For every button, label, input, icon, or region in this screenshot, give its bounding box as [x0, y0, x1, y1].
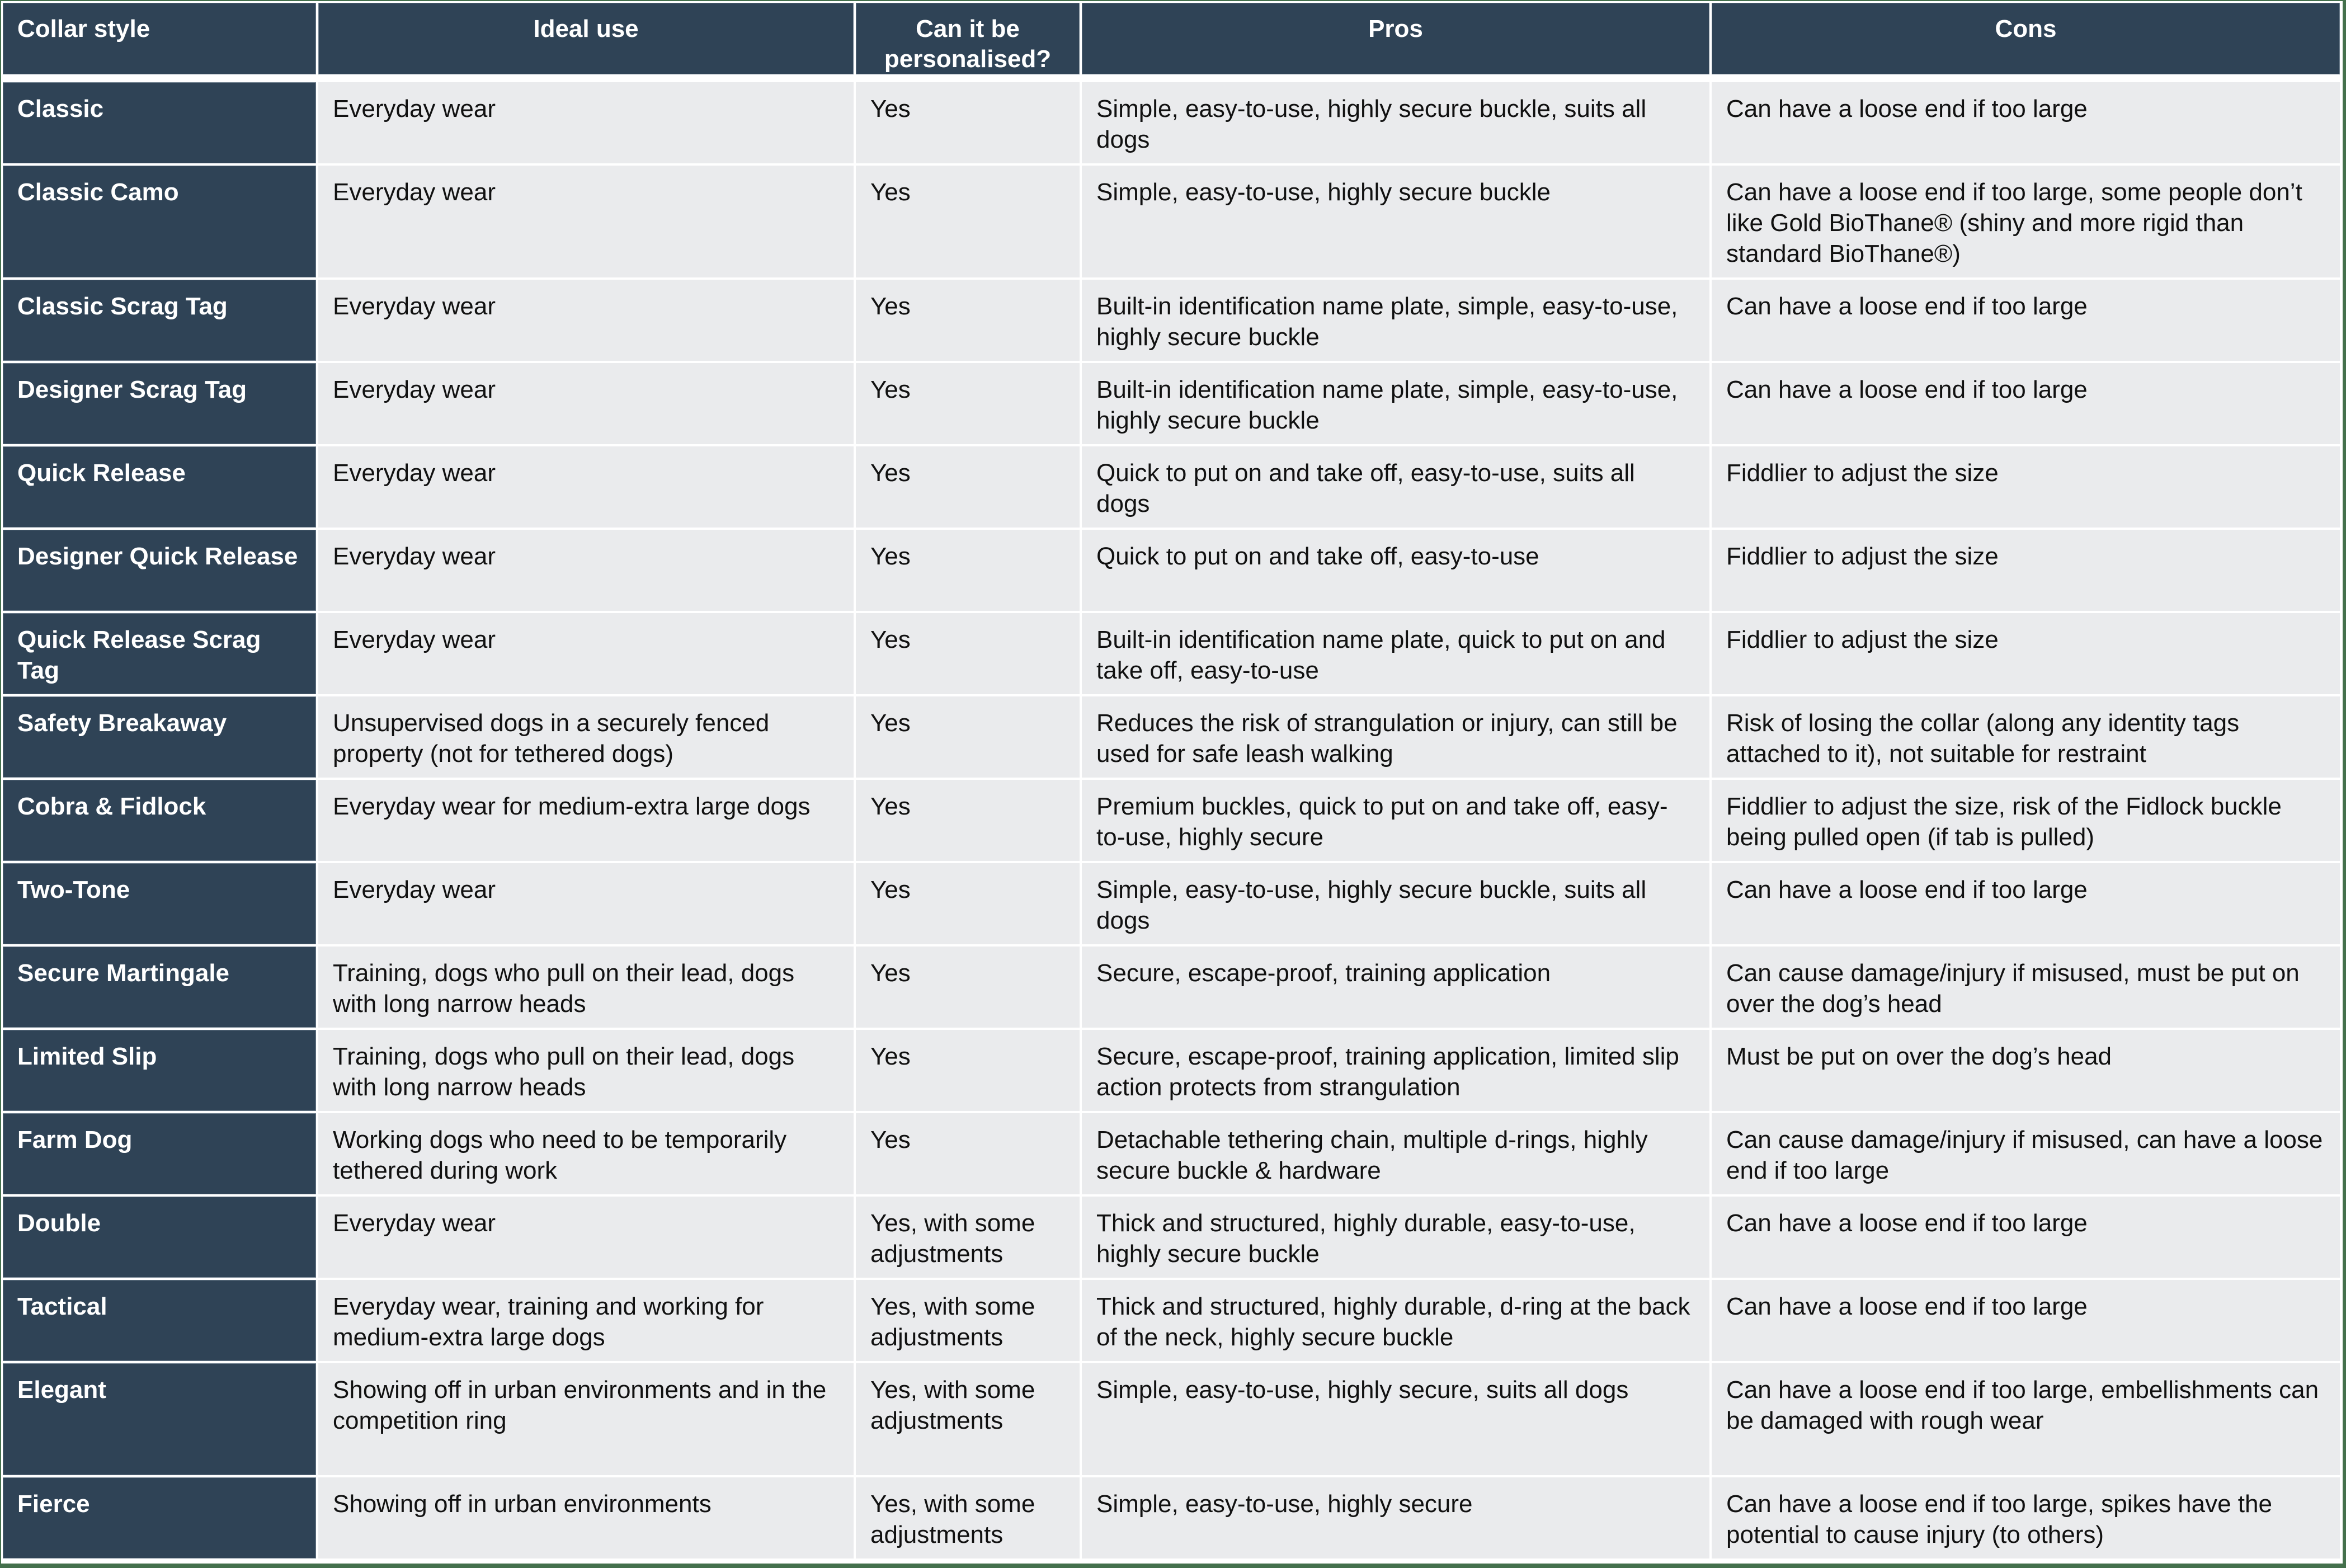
collar-style: Cobra & Fidlock [3, 780, 316, 861]
ideal-use: Everyday wear [318, 446, 854, 528]
table-row [3, 1113, 2340, 1194]
cons: Fiddlier to adjust the size [1712, 530, 2340, 611]
pros: Simple, easy-to-use, highly secure [1082, 1477, 1709, 1558]
cons: Can cause damage/injury if misused, can have a loose end if too large [1712, 1113, 2340, 1194]
collar-style: Limited Slip [3, 1030, 316, 1111]
table-row [3, 1197, 2340, 1278]
ideal-use: Everyday wear for medium-extra large dogs [318, 780, 854, 861]
cons: Can have a loose end if too large [1712, 363, 2340, 444]
personalised: Yes [856, 530, 1080, 611]
ideal-use: Training, dogs who pull on their lead, dogs with long narrow heads [318, 1030, 854, 1111]
cons: Can have a loose end if too large [1712, 1280, 2340, 1361]
header-collar-style: Collar style [3, 3, 316, 74]
table-row [3, 696, 2340, 778]
personalised: Yes, with some adjustments [856, 1477, 1080, 1558]
ideal-use: Everyday wear [318, 1197, 854, 1278]
pros: Thick and structured, highly durable, d-ring at the back of the neck, highly secure buckle [1082, 1280, 1709, 1361]
personalised: Yes [856, 363, 1080, 444]
header-row [3, 3, 2340, 74]
pros: Quick to put on and take off, easy-to-use [1082, 530, 1709, 611]
cons: Can have a loose end if too large [1712, 280, 2340, 361]
collar-style: Designer Quick Release [3, 530, 316, 611]
table-row [3, 613, 2340, 694]
table-row [3, 446, 2340, 528]
pros: Thick and structured, highly durable, easy-to-use, highly secure buckle [1082, 1197, 1709, 1278]
page [1, 1, 2343, 1564]
table-row [3, 1030, 2340, 1111]
collar-comparison-table [1, 1, 2342, 1561]
table-row [3, 863, 2340, 944]
collar-style: Designer Scrag Tag [3, 363, 316, 444]
collar-style: Tactical [3, 1280, 316, 1361]
pros: Built-in identification name plate, simple, easy-to-use, highly secure buckle [1082, 280, 1709, 361]
collar-style: Classic Scrag Tag [3, 280, 316, 361]
cons: Fiddlier to adjust the size, risk of the Fidlock buckle being pulled open (if tab is pulled) [1712, 780, 2340, 861]
ideal-use: Showing off in urban environments and in the competition ring [318, 1363, 854, 1475]
personalised: Yes, with some adjustments [856, 1280, 1080, 1361]
cons: Can have a loose end if too large [1712, 1197, 2340, 1278]
pros: Secure, escape-proof, training application, limited slip action protects from strangulation [1082, 1030, 1709, 1111]
ideal-use: Everyday wear [318, 863, 854, 944]
pros: Detachable tethering chain, multiple d-rings, highly secure buckle & hardware [1082, 1113, 1709, 1194]
header-personalised: Can it be personalised? [856, 3, 1080, 74]
personalised: Yes [856, 780, 1080, 861]
personalised: Yes [856, 863, 1080, 944]
ideal-use: Everyday wear [318, 166, 854, 277]
ideal-use: Everyday wear, training and working for medium-extra large dogs [318, 1280, 854, 1361]
collar-style: Secure Martingale [3, 947, 316, 1028]
personalised: Yes [856, 1030, 1080, 1111]
cons: Must be put on over the dog’s head [1712, 1030, 2340, 1111]
personalised: Yes [856, 446, 1080, 528]
cons: Fiddlier to adjust the size [1712, 613, 2340, 694]
table-row [3, 82, 2340, 163]
personalised: Yes, with some adjustments [856, 1197, 1080, 1278]
collar-style: Two-Tone [3, 863, 316, 944]
ideal-use: Working dogs who need to be temporarily tethered during work [318, 1113, 854, 1194]
pros: Built-in identification name plate, quick to put on and take off, easy-to-use [1082, 613, 1709, 694]
ideal-use: Everyday wear [318, 613, 854, 694]
table-row [3, 280, 2340, 361]
pros: Premium buckles, quick to put on and take off, easy-to-use, highly secure [1082, 780, 1709, 861]
cons: Can cause damage/injury if misused, must be put on over the dog’s head [1712, 947, 2340, 1028]
table-row [3, 947, 2340, 1028]
collar-style: Classic Camo [3, 166, 316, 277]
collar-style: Classic [3, 82, 316, 163]
personalised: Yes [856, 1113, 1080, 1194]
ideal-use: Everyday wear [318, 280, 854, 361]
collar-style: Farm Dog [3, 1113, 316, 1194]
cons: Can have a loose end if too large, some people don’t like Gold BioThane® (shiny and more rigid than standard BioThane®) [1712, 166, 2340, 277]
table-row [3, 530, 2340, 611]
header-spacer [3, 77, 2340, 80]
pros: Simple, easy-to-use, highly secure, suits all dogs [1082, 1363, 1709, 1475]
personalised: Yes [856, 613, 1080, 694]
personalised: Yes [856, 166, 1080, 277]
table-row [3, 1477, 2340, 1558]
personalised: Yes [856, 82, 1080, 163]
ideal-use: Everyday wear [318, 82, 854, 163]
cons: Fiddlier to adjust the size [1712, 446, 2340, 528]
cons: Can have a loose end if too large [1712, 863, 2340, 944]
table-row [3, 1363, 2340, 1475]
spacer [3, 77, 2340, 80]
collar-style: Elegant [3, 1363, 316, 1475]
personalised: Yes, with some adjustments [856, 1363, 1080, 1475]
header-ideal-use: Ideal use [318, 3, 854, 74]
cons: Can have a loose end if too large, spikes have the potential to cause injury (to others) [1712, 1477, 2340, 1558]
pros: Simple, easy-to-use, highly secure buckle, suits all dogs [1082, 82, 1709, 163]
cons: Can have a loose end if too large [1712, 82, 2340, 163]
ideal-use: Everyday wear [318, 530, 854, 611]
cons: Can have a loose end if too large, embellishments can be damaged with rough wear [1712, 1363, 2340, 1475]
pros: Simple, easy-to-use, highly secure buckle [1082, 166, 1709, 277]
table-row [3, 1280, 2340, 1361]
ideal-use: Training, dogs who pull on their lead, dogs with long narrow heads [318, 947, 854, 1028]
collar-style: Double [3, 1197, 316, 1278]
collar-style: Safety Breakaway [3, 696, 316, 778]
personalised: Yes [856, 696, 1080, 778]
ideal-use: Showing off in urban environments [318, 1477, 854, 1558]
pros: Built-in identification name plate, simple, easy-to-use, highly secure buckle [1082, 363, 1709, 444]
header-pros: Pros [1082, 3, 1709, 74]
pros: Quick to put on and take off, easy-to-use, suits all dogs [1082, 446, 1709, 528]
pros: Simple, easy-to-use, highly secure buckle, suits all dogs [1082, 863, 1709, 944]
collar-style: Quick Release [3, 446, 316, 528]
table-row [3, 166, 2340, 277]
personalised: Yes [856, 280, 1080, 361]
table-row [3, 363, 2340, 444]
ideal-use: Unsupervised dogs in a securely fenced property (not for tethered dogs) [318, 696, 854, 778]
pros: Secure, escape-proof, training application [1082, 947, 1709, 1028]
collar-style: Fierce [3, 1477, 316, 1558]
collar-style: Quick Release Scrag Tag [3, 613, 316, 694]
table-row [3, 780, 2340, 861]
pros: Reduces the risk of strangulation or injury, can still be used for safe leash walking [1082, 696, 1709, 778]
cons: Risk of losing the collar (along any identity tags attached to it), not suitable for restraint [1712, 696, 2340, 778]
ideal-use: Everyday wear [318, 363, 854, 444]
header-cons: Cons [1712, 3, 2340, 74]
personalised: Yes [856, 947, 1080, 1028]
